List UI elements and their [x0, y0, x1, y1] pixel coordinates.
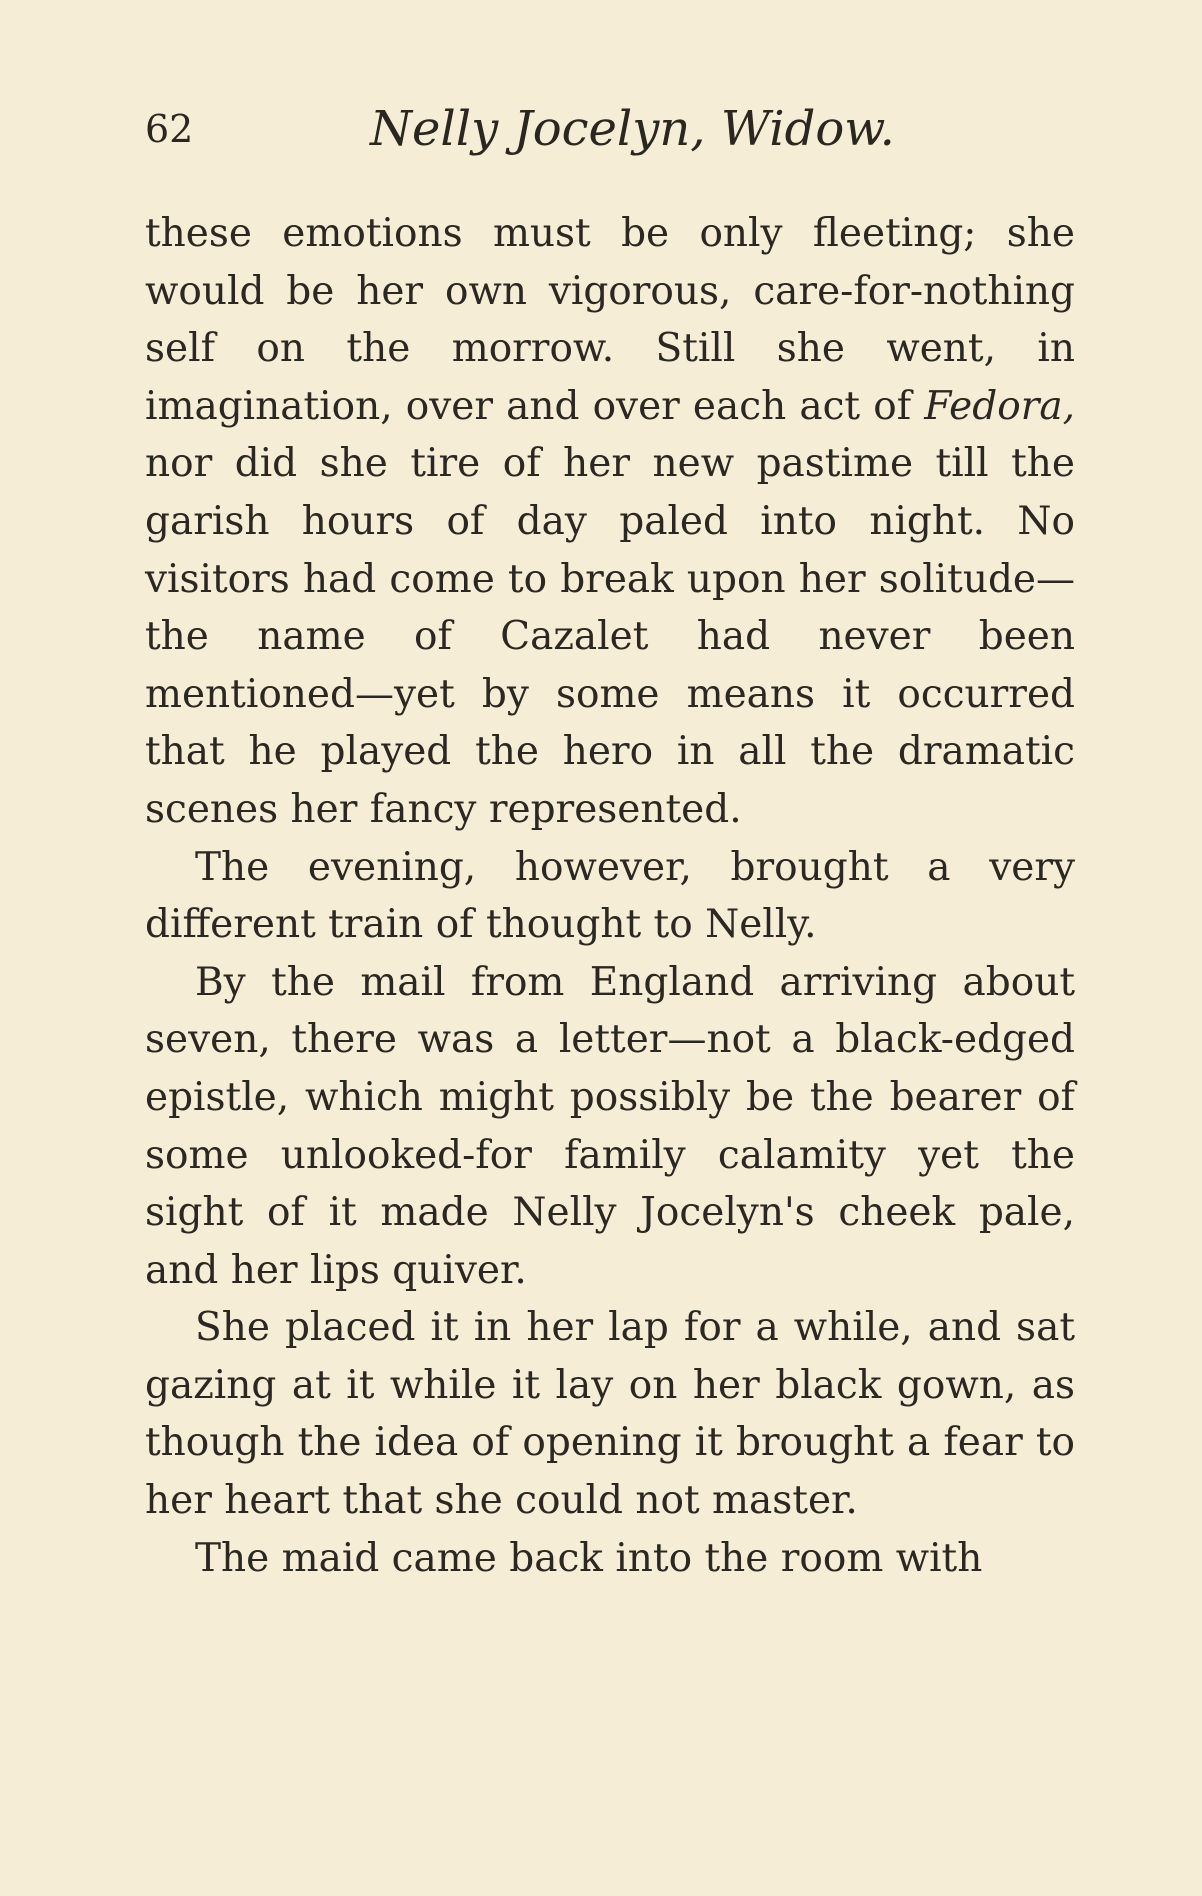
- paragraph-continues: The maid came back into the room with: [195, 1535, 983, 1581]
- paragraph-continued: [145, 205, 1075, 839]
- running-head: [145, 95, 1075, 165]
- italic-title-fedora: Fedora,: [924, 383, 1075, 429]
- paragraph: By the mail from England arriving about seven, there was a letter—not a black-edged epistle, which might possibly be the bearer of some unlooked-for family calamity yet the sight of it made Nelly Jocelyn's cheek pale, and her lips quiver.: [145, 959, 1075, 1293]
- paragraph-text: nor did she tire of her new pastime till the garish hours of day paled into night. No visitors had come to break upon her solitude—the name of Cazalet had never been mentioned—yet by some means it occurred that he played the hero in all the dramatic scenes her fancy represented.: [145, 441, 1075, 832]
- paragraph: She placed it in her lap for a while, and sat gazing at it while it lay on her black gown, as though the idea of opening it brought a fear to her heart that she could not master.: [145, 1305, 1075, 1524]
- paragraph: The evening, however, brought a very different train of thought to Nelly.: [145, 844, 1075, 948]
- running-title: Nelly Jocelyn, Widow.: [370, 101, 895, 157]
- page-number: 62: [145, 107, 194, 151]
- body-text: [145, 205, 1075, 1587]
- paragraph-text: these emotions must be only fleeting; she would be her own vigorous, care-for-nothing self on the morrow. Still she went, in imagination, over and over each act of: [145, 211, 1075, 429]
